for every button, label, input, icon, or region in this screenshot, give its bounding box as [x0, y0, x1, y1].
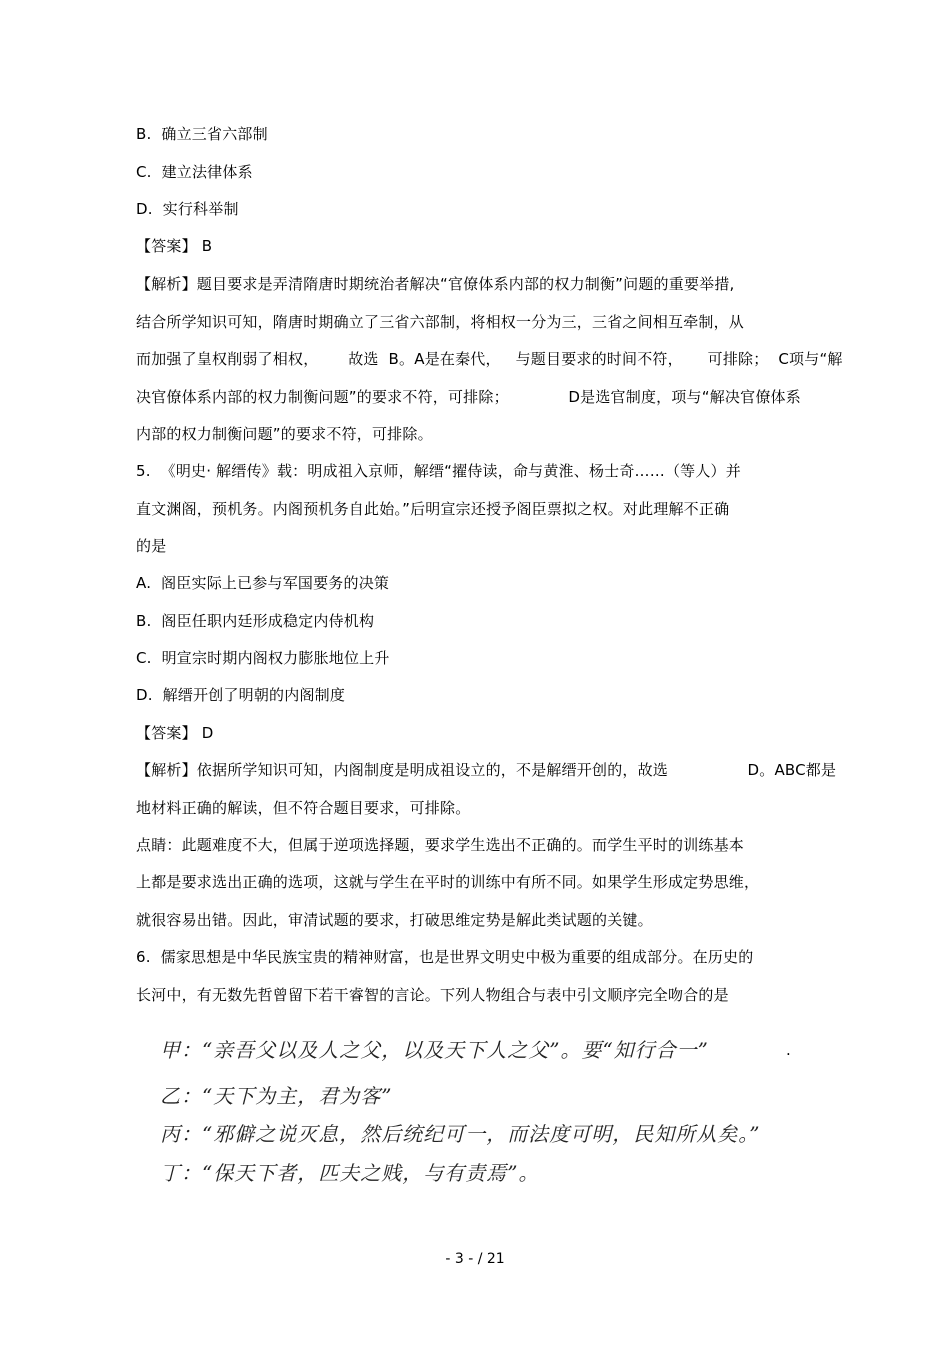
- question-5-stem: 5. 《明史· 解缙传》载：明成祖入京师，解缙“擢侍读，命与黄淮、杨士奇……（等人）并: [136, 462, 741, 480]
- q5-option-b: B. 阁臣任职内廷形成稳定内侍机构: [136, 612, 375, 630]
- q5-option-c: C. 明宣宗时期内阁权力膨胀地位上升: [136, 649, 390, 667]
- q5-option-d: D. 解缙开创了明朝的内阁制度: [136, 686, 346, 704]
- q5-option-a: A. 阁臣实际上已参与军国要务的决策: [136, 574, 390, 592]
- q5-analysis-line: 点睛：此题难度不大，但属于逆项选择题，要求学生选出不正确的。而学生平时的训练基本: [136, 836, 745, 854]
- question-6-stem: 长河中，有无数先哲曾留下若干睿智的言论。下列人物组合与表中引文顺序完全吻合的是: [136, 986, 729, 1004]
- quote-ding: 丁：“保天下者，匹夫之贱，与有责焉”。: [160, 1161, 540, 1185]
- analysis-line: 结合所学知识可知，隋唐时期确立了三省六部制，将相权一分为三，三省之间相互牵制，从: [136, 313, 745, 331]
- q5-analysis-line: 就很容易出错。因此，审清试题的要求，打破思维定势是解此类试题的关键。: [136, 911, 653, 929]
- analysis-line: 【解析】题目要求是弄清隋唐时期统治者解决“官僚体系内部的权力制衡”问题的重要举措,: [136, 275, 735, 293]
- q5-analysis-line: 上都是要求选出正确的选项，这就与学生在平时的训练中有所不同。如果学生形成定势思维，: [136, 873, 760, 891]
- q5-analysis-line: 【解析】依据所学知识可知，内阁制度是明成祖设立的，不是解缙开创的，故选 D。ABC都是: [136, 761, 837, 779]
- analysis-line: 内部的权力制衡问题”的要求不符，可排除。: [136, 425, 433, 443]
- question-5-stem: 直文渊阁，预机务。内阁预机务自此始。”后明宣宗还授予阁臣票拟之权。对此理解不正确: [136, 500, 730, 518]
- q5-analysis-line: 地材料正确的解读，但不符合题目要求，可排除。: [136, 799, 471, 817]
- option-c: C. 建立法律体系: [136, 163, 253, 181]
- quote-jia: 甲：“亲吾父以及人之父，以及天下人之父”。要“知行合一”: [160, 1038, 709, 1062]
- option-b: B. 确立三省六部制: [136, 125, 268, 143]
- stray-mark: .: [786, 1041, 791, 1059]
- question-6-stem: 6. 儒家思想是中华民族宝贵的精神财富，也是世界文明史中极为重要的组成部分。在历史的: [136, 948, 754, 966]
- analysis-line: 决官僚体系内部的权力制衡问题”的要求不符，可排除； D是选官制度，项与“解决官僚体系: [136, 388, 801, 406]
- page-number: - 3 - / 21: [445, 1251, 505, 1267]
- analysis-line: 而加强了皇权削弱了相权， 故选 B。A是在秦代， 与题目要求的时间不符， 可排除； C项与“解: [136, 350, 843, 368]
- quote-bing: 丙：“邪僻之说灭息，然后统纪可一，而法度可明，民知所从矣。”: [160, 1122, 761, 1146]
- answer-label: 【答案】 B: [136, 237, 213, 255]
- question-5-stem: 的是: [136, 537, 167, 555]
- quote-yi: 乙：“天下为主，君为客”: [160, 1084, 393, 1108]
- q5-answer: 【答案】 D: [136, 724, 214, 742]
- option-d: D. 实行科举制: [136, 200, 239, 218]
